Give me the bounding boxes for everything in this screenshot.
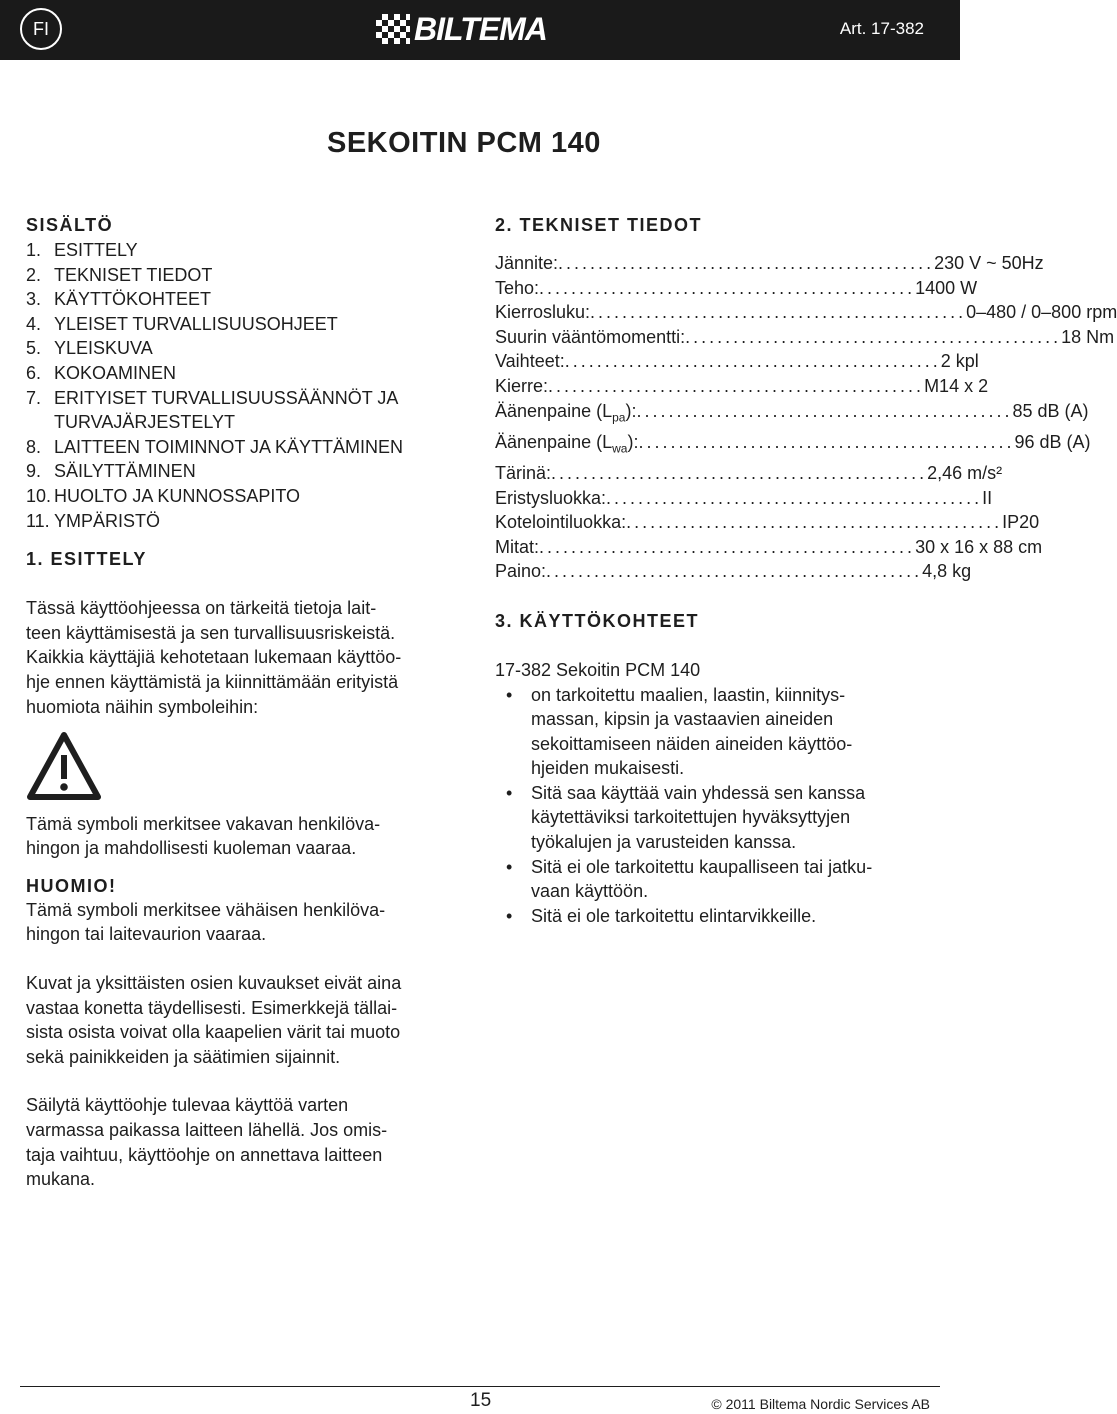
toc-label: TURVAJÄRJESTELYT (54, 412, 236, 433)
spec-value: 96 dB (A) (1014, 431, 1091, 452)
spec-leader-dots: ............................................... (539, 536, 916, 557)
spec-leader-dots: ............................................... (539, 277, 916, 298)
spec-label-text: Teho: (495, 277, 540, 298)
spec-row (495, 535, 1043, 560)
toc-label: LAITTEEN TOIMINNOT JA KÄYTTÄMINEN (54, 436, 404, 457)
toc-label: HUOLTO JA KUNNOSSAPITO (54, 485, 301, 506)
spec-label-text: Suurin vääntömomentti: (495, 326, 686, 347)
spec-label (495, 349, 565, 374)
storage-note (26, 1093, 471, 1191)
toc-item (26, 336, 471, 361)
spec-row (495, 374, 989, 399)
spec-value: 4,8 kg (922, 561, 972, 582)
spec-label (495, 430, 638, 461)
spec-label (495, 251, 558, 276)
specs-table (495, 251, 1117, 584)
text-line: sekoittamiseen näiden aineiden käyttöo- (531, 733, 853, 754)
text-line: Sitä saa käyttää vain yhdessä sen kanssa (531, 782, 866, 803)
spec-leader-dots: ............................................... (548, 375, 925, 396)
text-line: Kaikkia käyttäjiä kehotetaan lukemaan käyttöo- (26, 647, 402, 668)
page-header (0, 0, 960, 60)
text-line: sekä painikkeiden ja säätimien sijainnit. (26, 1046, 341, 1067)
toc-list (26, 238, 471, 533)
text-line: massan, kipsin ja vastaavien aineiden (531, 709, 834, 730)
toc-number: 5. (26, 338, 42, 359)
toc-item (26, 435, 471, 460)
spec-row (495, 300, 1117, 325)
toc-number: 10. (26, 485, 52, 506)
copyright: © 2011 Biltema Nordic Services AB (711, 1396, 930, 1412)
text-line: varmassa paikassa laitteen lähellä. Jos omis- (26, 1120, 388, 1141)
toc-item (26, 386, 471, 411)
toc-heading: SISÄLTÖ (26, 215, 114, 235)
toc-label: ERITYISET TURVALLISUUSSÄÄNNÖT JA (54, 387, 399, 408)
toc-number: 8. (26, 436, 42, 457)
spec-row (495, 510, 1040, 535)
uses-item (495, 781, 935, 855)
spec-leader-dots: ............................................... (558, 253, 935, 273)
spec-label-suffix: ): (627, 431, 639, 452)
uses-item (495, 683, 935, 781)
brand-logo (376, 12, 547, 46)
spec-value: 85 dB (A) (1012, 400, 1089, 421)
spec-row (495, 559, 972, 584)
uses-item (495, 855, 935, 904)
spec-value: II (982, 487, 993, 508)
spec-leader-dots: ............................................... (551, 462, 928, 483)
text-line: Tämä symboli merkitsee vakavan henkilöva- (26, 813, 381, 834)
text-line: Tämä symboli merkitsee vähäisen henkilöva- (26, 899, 386, 920)
text-line: vaan käyttöön. (531, 881, 649, 902)
spec-label (495, 510, 626, 535)
spec-row (495, 325, 1115, 350)
toc-item (26, 459, 471, 484)
toc-item (26, 238, 471, 263)
text-line: Sitä ei ole tarkoitettu elintarvikkeille. (531, 905, 817, 926)
page-number: 15 (470, 1390, 492, 1411)
spec-leader-dots: ............................................... (636, 400, 1013, 421)
toc-label: SÄILYTTÄMINEN (54, 461, 196, 482)
spec-label (495, 399, 636, 430)
caution-symbol-text (26, 898, 471, 947)
text-line: hjeiden mukaisesti. (531, 758, 685, 779)
spec-value: 30 x 16 x 88 cm (915, 536, 1043, 557)
spec-row (495, 349, 979, 374)
spec-value: 1400 W (915, 277, 978, 298)
toc-number: 7. (26, 387, 42, 408)
spec-row (495, 399, 1089, 430)
images-disclaimer (26, 971, 471, 1069)
warning-triangle-icon (26, 731, 102, 801)
spec-label (495, 300, 590, 325)
text-line: teen käyttämisestä ja sen turvallisuusriskeistä. (26, 622, 396, 643)
toc-number: 9. (26, 461, 42, 482)
text-line: Kuvat ja yksittäisten osien kuvaukset eivät aina (26, 973, 402, 994)
spec-value: M14 x 2 (924, 375, 989, 396)
spec-label-text: Äänenpaine (L (495, 400, 613, 421)
text-line: taja vaihtuu, käyttöohje on annettava laitteen (26, 1144, 383, 1165)
spec-label (495, 276, 539, 301)
brand-name: BILTEMA (414, 10, 547, 47)
spec-value: 0–480 / 0–800 rpm (966, 302, 1117, 323)
spec-leader-dots: ............................................... (626, 512, 1003, 533)
toc-number (26, 410, 54, 435)
spec-label-text: Kotelointiluokka: (495, 512, 627, 533)
spec-leader-dots: ............................................... (606, 487, 983, 508)
spec-label (495, 461, 551, 486)
spec-label (495, 486, 606, 511)
spec-value: 230 V ~ 50Hz (934, 253, 1044, 273)
right-column (495, 212, 1117, 928)
spec-row (495, 276, 978, 301)
toc-number: 6. (26, 362, 42, 383)
toc-label: KOKOAMINEN (54, 362, 177, 383)
danger-symbol-text (26, 812, 471, 861)
text-line: hingon tai laitevaurion vaaraa. (26, 924, 267, 945)
toc-label: YMPÄRISTÖ (54, 510, 161, 531)
spec-row (495, 251, 1044, 276)
text-line: Sitä ei ole tarkoitettu kaupalliseen tai jatku- (531, 856, 873, 877)
toc-label: TEKNISET TIEDOT (54, 264, 213, 285)
spec-leader-dots: ............................................... (685, 326, 1062, 347)
spec-value: 2 kpl (940, 351, 979, 372)
text-line: käytettäviksi tarkoitettujen hyväksyttyjen (531, 807, 851, 828)
spec-leader-dots: ............................................... (638, 431, 1015, 452)
checkered-flag-icon (376, 14, 410, 44)
toc-label: ESITTELY (54, 240, 138, 260)
spec-label-text: Kierre: (495, 375, 549, 396)
spec-label (495, 325, 685, 350)
toc-number: 2. (26, 264, 42, 285)
spec-label-text: Kierrosluku: (495, 302, 591, 323)
toc-item (26, 509, 471, 534)
text-line: Säilytä käyttöohje tulevaa käyttöä varten (26, 1095, 349, 1116)
intro-heading: 1. ESITTELY (26, 549, 147, 570)
spec-label-text: Tärinä: (495, 462, 552, 483)
spec-row (495, 486, 993, 511)
uses-list (495, 683, 935, 929)
spec-label-suffix: ): (625, 400, 637, 421)
toc-item (26, 361, 471, 386)
huomio-heading: HUOMIO! (26, 875, 117, 896)
toc-number: 1. (26, 240, 42, 260)
text-line: sista osista voivat olla kaapelien värit tai muoto (26, 1022, 401, 1043)
spec-label (495, 374, 548, 399)
toc-item (26, 312, 471, 337)
spec-value: IP20 (1002, 512, 1040, 533)
spec-label-text: Mitat: (495, 536, 540, 557)
text-line: työkalujen ja varusteiden kanssa. (531, 832, 797, 853)
toc-number: 4. (26, 313, 42, 334)
spec-row (495, 461, 1003, 486)
toc-item (26, 263, 471, 288)
spec-row (495, 430, 1091, 461)
spec-label-text: Vaihteet: (495, 351, 565, 372)
uses-heading: 3. KÄYTTÖKOHTEET (495, 610, 700, 631)
uses-item (495, 904, 935, 929)
toc-number: 3. (26, 289, 42, 310)
toc-item (26, 484, 471, 509)
specs-heading: 2. TEKNISET TIEDOT (495, 215, 703, 235)
left-column (26, 212, 471, 1192)
spec-label (495, 535, 539, 560)
spec-label-text: Jännite: (495, 253, 559, 273)
spec-leader-dots: ............................................... (564, 351, 941, 372)
footer-rule (20, 1386, 940, 1387)
toc-number: 11. (26, 510, 50, 531)
text-line: vastaa konetta täydellisesti. Esimerkkejä tällai- (26, 997, 398, 1018)
page-title: SEKOITIN PCM 140 (327, 127, 601, 159)
article-number: Art. 17-382 (839, 19, 924, 38)
spec-label-subscript: wa (612, 441, 628, 456)
text-line: hingon ja mahdollisesti kuoleman vaaraa. (26, 838, 357, 859)
toc-label: YLEISKUVA (54, 338, 153, 359)
spec-leader-dots: ............................................... (590, 302, 967, 323)
spec-leader-dots: ............................................... (546, 561, 923, 582)
toc-item (26, 287, 471, 312)
spec-label (495, 559, 546, 584)
toc-item (26, 410, 471, 435)
text-line: on tarkoitettu maalien, laastin, kiinnitys- (531, 684, 846, 705)
language-badge: FI (20, 8, 62, 50)
toc-label: YLEISET TURVALLISUUSOHJEET (54, 313, 338, 334)
spec-label-text: Paino: (495, 561, 547, 582)
spec-label-subscript: pa (612, 410, 626, 425)
spec-value: 2,46 m/s² (927, 462, 1003, 483)
text-line: Tässä käyttöohjeessa on tärkeitä tietoja lait- (26, 598, 377, 619)
text-line: huomiota näihin symboleihin: (26, 696, 259, 717)
intro-paragraph (26, 596, 471, 719)
spec-label-text: Äänenpaine (L (495, 431, 613, 452)
spec-label-text: Eristysluokka: (495, 487, 607, 508)
toc-label: KÄYTTÖKOHTEET (54, 289, 212, 310)
spec-value: 18 Nm (1061, 326, 1115, 347)
text-line: hje ennen käyttämistä ja kiinnittämään erityistä (26, 671, 399, 692)
text-line: mukana. (26, 1169, 96, 1190)
uses-lead: 17-382 Sekoitin PCM 140 (495, 659, 701, 680)
